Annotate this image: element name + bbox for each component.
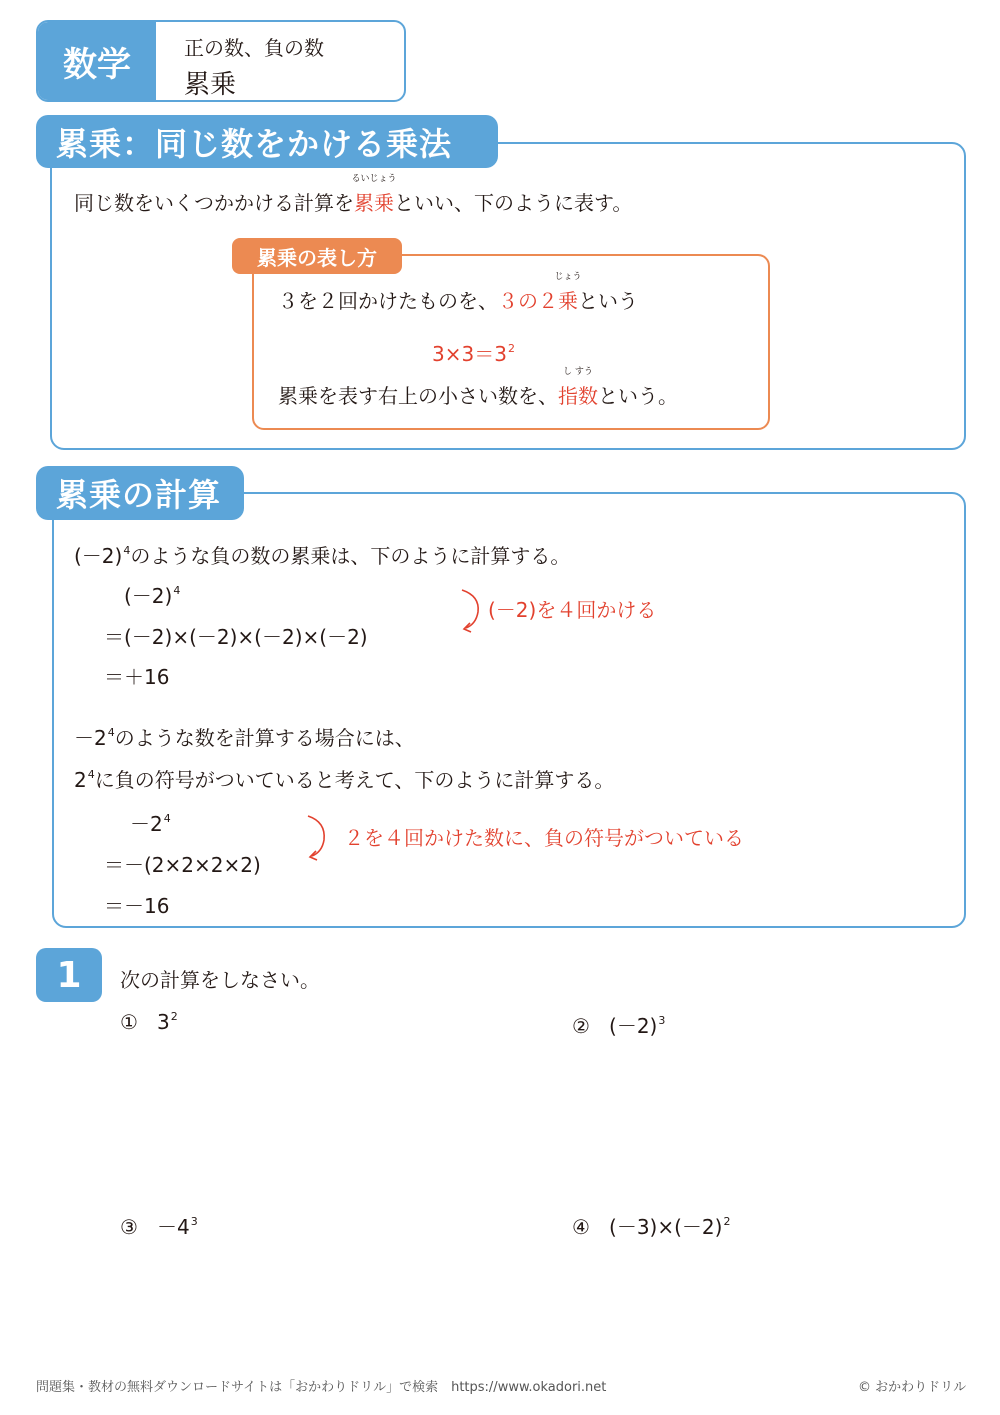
term-ruby: し すう 指数 bbox=[558, 367, 598, 408]
worksheet-header bbox=[36, 20, 406, 102]
definition-intro: 同じ数をいくつかかける計算を るいじょう 累乗といい、下のように表す。 bbox=[74, 174, 633, 215]
calc-paragraph-1: $(-2)^4$のような負の数の累乗は、下のように計算する。 bbox=[74, 544, 571, 568]
calc1-line-2: ＝(－2)×(－2)×(－2)×(－2) bbox=[104, 625, 368, 649]
calc2-line-1: $-2^4$ bbox=[130, 812, 171, 836]
bracket-arrow-icon bbox=[296, 812, 336, 866]
calc-paragraph-2: $-2^4$のような数を計算する場合には、 bbox=[74, 726, 415, 750]
calc2-line-2: ＝－(2×2×2×2) bbox=[104, 853, 261, 877]
footer-site-note: 問題集・教材の無料ダウンロードサイトは「おかわりドリル」で検索 https://www.okadori.net bbox=[36, 1380, 607, 1395]
subject-label: 数学 bbox=[38, 22, 156, 100]
problem-2: ② $(-2)^3$ bbox=[572, 1014, 666, 1038]
category-label: 正の数、負の数 bbox=[184, 36, 324, 60]
footer-copyright: © おかわりドリル bbox=[858, 1380, 967, 1395]
calc1-line-1: $(-2)^4$ bbox=[124, 584, 181, 608]
definition-section-title: 累乗：同じ数をかける乗法 bbox=[36, 115, 498, 168]
notation-line-1: ３を２回かけたものを、３の２ じょう 乗という bbox=[278, 272, 638, 313]
exercise-instruction: 次の計算をしなさい。 bbox=[120, 968, 320, 992]
calculation-section-title: 累乗の計算 bbox=[36, 466, 244, 520]
topic-label: 累乗 bbox=[184, 70, 237, 100]
problem-3: ③ $-4^3$ bbox=[120, 1215, 198, 1239]
calc1-note: (－2)を４回かける bbox=[488, 598, 657, 622]
calc2-note: ２を４回かけた数に、負の符号がついている bbox=[344, 826, 744, 850]
notation-formula: $3\times 3=3^2$ bbox=[432, 342, 515, 366]
problem-4: ④ $(-3)\times(-2)^2$ bbox=[572, 1215, 731, 1239]
term-ruby: るいじょう 累乗 bbox=[351, 174, 397, 215]
calc-paragraph-3: $2^4$に負の符号がついていると考えて、下のように計算する。 bbox=[74, 768, 615, 792]
notation-box-title: 累乗の表し方 bbox=[232, 238, 402, 274]
calc1-line-3: ＝＋16 bbox=[104, 665, 170, 689]
bracket-arrow-icon bbox=[450, 586, 490, 638]
notation-line-3: 累乗を表す右上の小さい数を、 し すう 指数という。 bbox=[278, 367, 678, 408]
calc2-line-3: ＝－16 bbox=[104, 894, 170, 918]
term-ruby: じょう 乗 bbox=[554, 272, 582, 313]
exercise-number-badge: 1 bbox=[36, 948, 102, 1002]
problem-1: ① $3^2$ bbox=[120, 1010, 178, 1034]
